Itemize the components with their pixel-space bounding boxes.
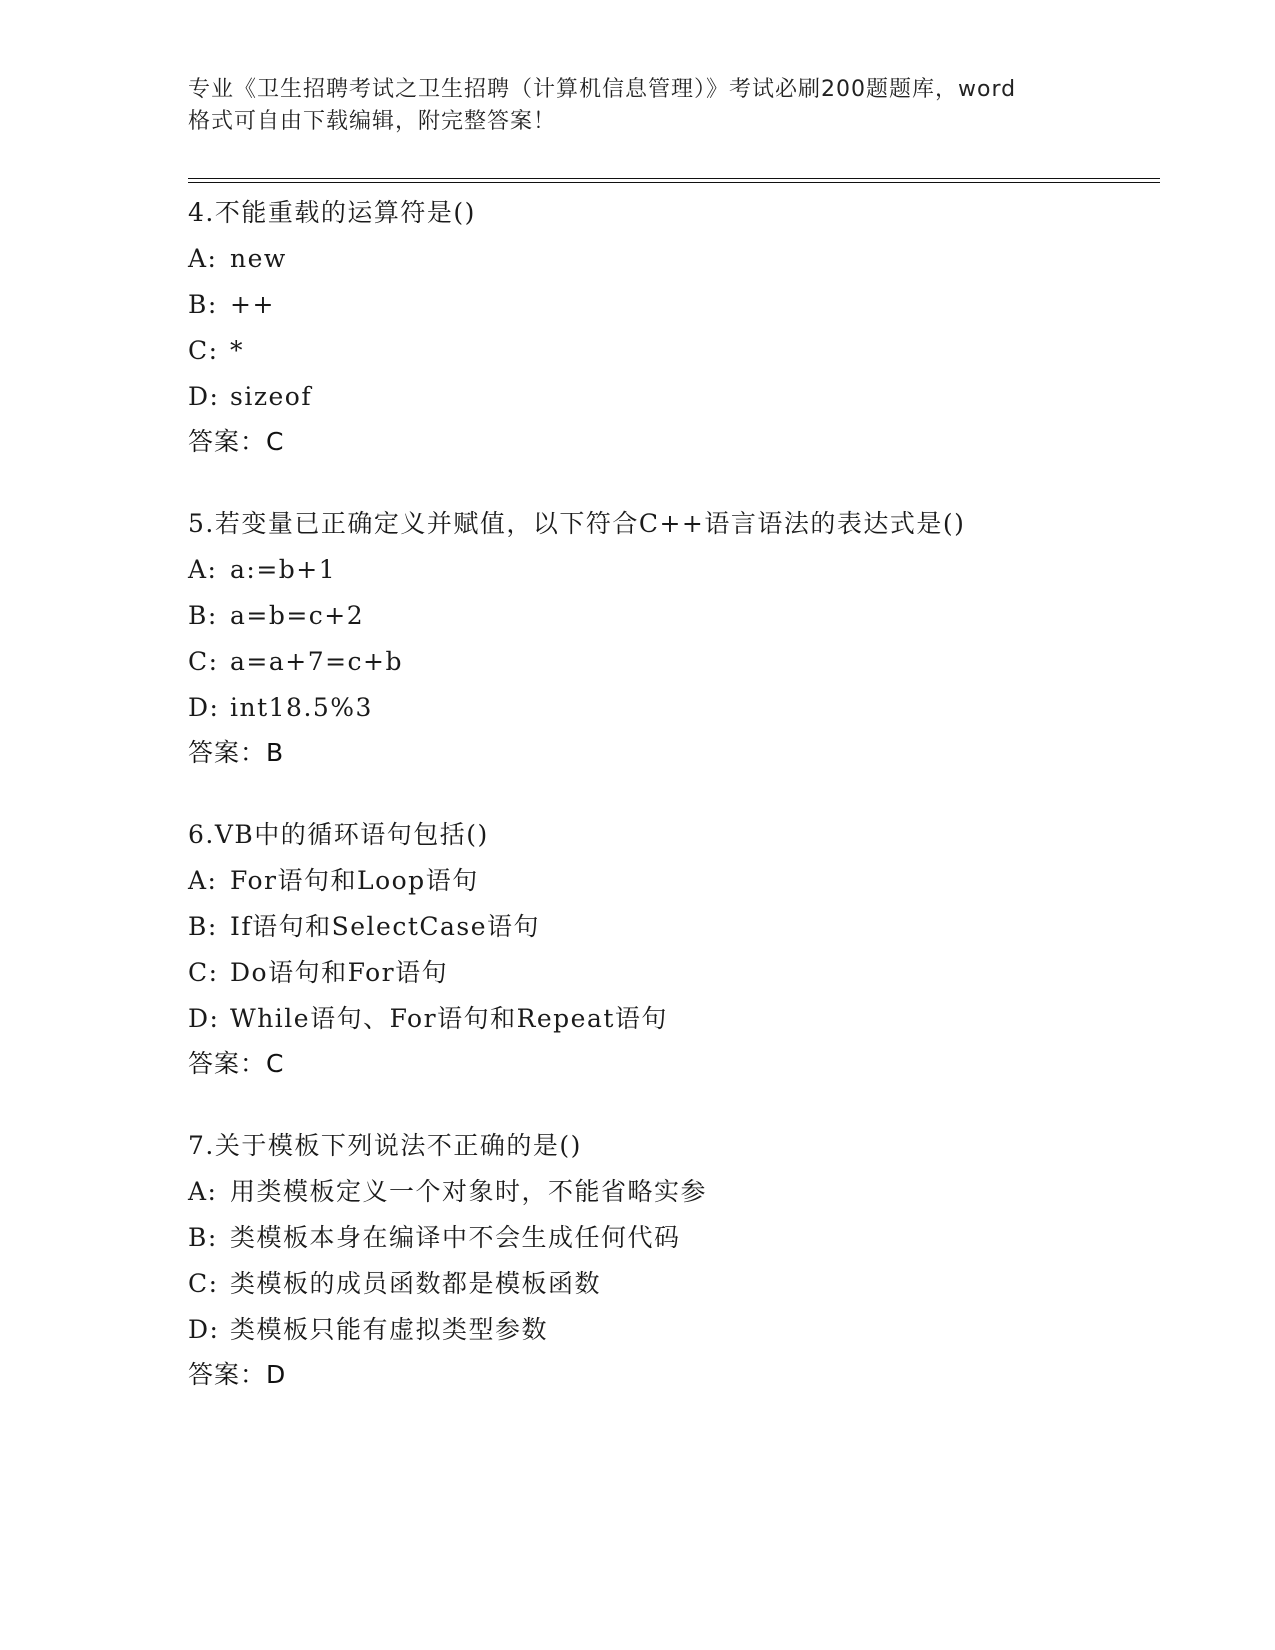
option-text: While语句、For语句和Repeat语句: [230, 1004, 668, 1033]
option-letter: D:: [188, 1315, 220, 1344]
option-letter: A:: [188, 555, 218, 584]
option-c: [188, 1261, 1148, 1307]
option-letter: B:: [188, 601, 218, 630]
option-text: a=b=c+2: [230, 601, 365, 630]
answer-line: 答案：B: [188, 738, 285, 767]
option-text: a=a+7=c+b: [230, 647, 404, 676]
option-c: [188, 328, 1148, 374]
question-title: 5.若变量已正确定义并赋值，以下符合C++语言语法的表达式是(): [188, 509, 966, 538]
question-5: [188, 501, 1148, 775]
header-line-1: 专业《卫生招聘考试之卫生招聘（计算机信息管理）》考试必刷200题题库，word: [188, 77, 1017, 102]
option-letter: C:: [188, 958, 219, 987]
option-text: new: [230, 244, 287, 273]
option-b: [188, 282, 1148, 328]
question-7: [188, 1123, 1148, 1397]
question-4: [188, 190, 1148, 464]
option-text: 类模板的成员函数都是模板函数: [230, 1269, 602, 1298]
option-letter: D:: [188, 1004, 220, 1033]
option-d: [188, 685, 1148, 731]
option-letter: A:: [188, 866, 218, 895]
option-d: [188, 1307, 1148, 1353]
option-letter: A:: [188, 244, 218, 273]
question-6: [188, 812, 1148, 1086]
document-header: [188, 74, 1088, 138]
header-line-2: 格式可自由下载编辑，附完整答案！: [188, 109, 557, 134]
option-letter: C:: [188, 1269, 219, 1298]
option-d: [188, 996, 1148, 1042]
option-a: [188, 236, 1148, 282]
option-a: [188, 1169, 1148, 1215]
option-b: [188, 904, 1148, 950]
option-letter: C:: [188, 647, 219, 676]
option-text: 类模板只能有虚拟类型参数: [230, 1315, 549, 1344]
question-title: 4.不能重载的运算符是(): [188, 198, 476, 227]
option-text: 类模板本身在编译中不会生成任何代码: [230, 1223, 681, 1252]
option-text: sizeof: [230, 382, 313, 411]
header-divider: [188, 178, 1160, 183]
option-c: [188, 639, 1148, 685]
question-title: 7.关于模板下列说法不正确的是(): [188, 1131, 582, 1160]
question-list: [188, 190, 1148, 1434]
option-letter: B:: [188, 912, 218, 941]
answer-line: 答案：C: [188, 1049, 285, 1078]
option-b: [188, 593, 1148, 639]
option-letter: D:: [188, 693, 220, 722]
question-title: 6.VB中的循环语句包括(): [188, 820, 489, 849]
option-letter: C:: [188, 336, 219, 365]
option-text: *: [230, 336, 244, 365]
option-b: [188, 1215, 1148, 1261]
option-text: Do语句和For语句: [230, 958, 449, 987]
option-d: [188, 374, 1148, 420]
option-text: For语句和Loop语句: [230, 866, 479, 895]
option-text: If语句和SelectCase语句: [230, 912, 541, 941]
option-text: ++: [230, 290, 275, 319]
option-a: [188, 858, 1148, 904]
option-a: [188, 547, 1148, 593]
answer-line: 答案：D: [188, 1360, 287, 1389]
option-text: a:=b+1: [230, 555, 337, 584]
option-letter: A:: [188, 1177, 218, 1206]
option-c: [188, 950, 1148, 996]
option-text: int18.5%3: [230, 693, 373, 722]
option-letter: B:: [188, 1223, 218, 1252]
answer-line: 答案：C: [188, 427, 285, 456]
option-letter: B:: [188, 290, 218, 319]
option-text: 用类模板定义一个对象时，不能省略实参: [230, 1177, 708, 1206]
option-letter: D:: [188, 382, 220, 411]
